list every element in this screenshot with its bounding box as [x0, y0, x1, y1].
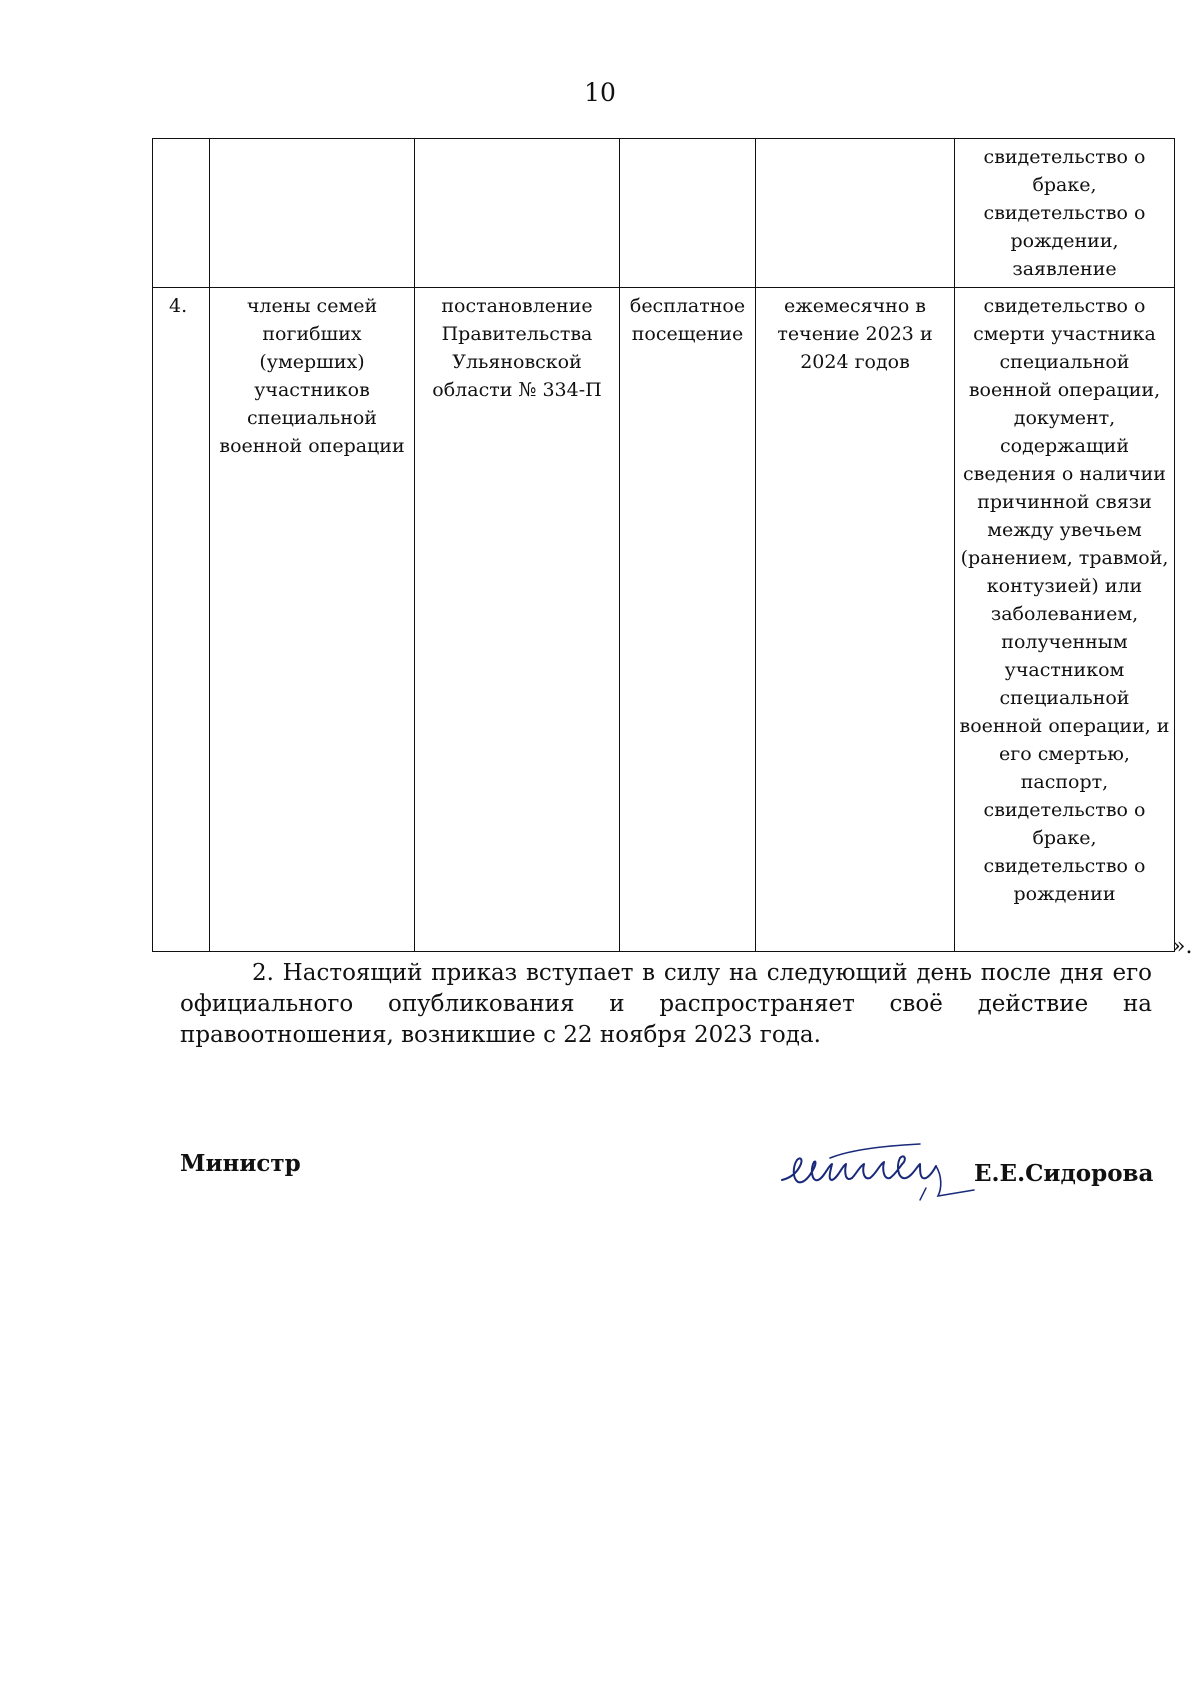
benefits-table: [152, 138, 1175, 952]
benefit-cell: [620, 139, 756, 288]
row-number: 4.: [153, 288, 210, 952]
row-number: [153, 139, 210, 288]
period-cell: ежемесячно в течение 2023 и 2024 годов: [756, 288, 955, 952]
signatory-title: Министр: [180, 1150, 301, 1177]
benefit-cell: бесплатное посещение: [620, 288, 756, 952]
table-row: [153, 139, 1175, 288]
period-cell: [756, 139, 955, 288]
closing-quote: ».: [1172, 934, 1193, 959]
basis-cell: [415, 139, 620, 288]
table-row: [153, 288, 1175, 952]
page-number: 10: [584, 78, 616, 107]
category-cell: члены семей погибших (умерших) участников специальной военной операции: [210, 288, 415, 952]
handwritten-signature: [770, 1136, 980, 1212]
signatory-name: Е.Е.Сидорова: [974, 1160, 1154, 1187]
effective-date-paragraph: 2. Настоящий приказ вступает в силу на следующий день после дня его официального опубликования и распространяет своё действие на правоотношения, возникшие с 22 ноября 2023 года.: [180, 960, 1152, 1048]
category-cell: [210, 139, 415, 288]
documents-cell: свидетельство о смерти участника специальной военной операции, документ, содержащий сведения о наличии причинной связи между увечьем (ранением, травмой, контузией) или заболеванием, полученным участником специальной военной операции, и его смертью, паспорт, свидетельство о браке, свидетельство о рождении: [955, 288, 1175, 952]
documents-cell: свидетельство о браке, свидетельство о рождении, заявление: [955, 139, 1175, 288]
basis-cell: постановление Правительства Ульяновской области № 334-П: [415, 288, 620, 952]
